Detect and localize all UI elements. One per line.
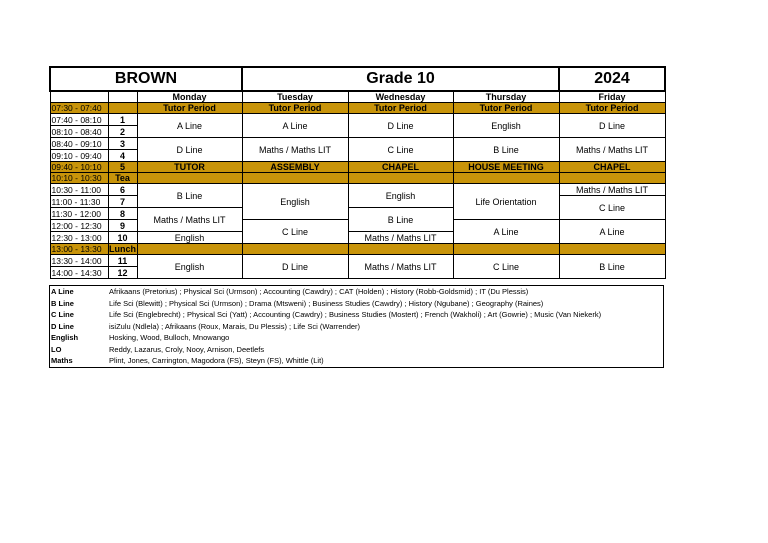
key-label: LO bbox=[51, 344, 62, 354]
timetable bbox=[49, 66, 666, 279]
key-text: Life Sci (Englebrecht) ; Physical Sci (Yatt) ; Accounting (Cawdry) ; Business Studies (Mostert) ; French (Wakholi) ; Art (Gowrie) ; Music (Van Niekerk) bbox=[109, 310, 602, 319]
time-header bbox=[50, 91, 108, 103]
key-row bbox=[50, 286, 664, 298]
lesson-cell: C Line bbox=[242, 220, 348, 244]
lesson-cell: Maths / Maths LIT bbox=[242, 138, 348, 162]
time-slot: 08:10 - 08:40 bbox=[50, 126, 108, 138]
period-header bbox=[108, 91, 137, 103]
lesson-cell: CHAPEL bbox=[348, 162, 453, 173]
lesson-cell: A Line bbox=[137, 114, 242, 138]
time-slot: 10:10 - 10:30 bbox=[50, 173, 108, 184]
grade-title: Grade 10 bbox=[242, 67, 559, 91]
key-row bbox=[50, 309, 664, 321]
lesson-cell: B Line bbox=[559, 255, 665, 279]
period-number: 4 bbox=[108, 150, 137, 162]
break-label: Tea bbox=[108, 173, 137, 184]
period-row-1 bbox=[50, 114, 665, 126]
period-number: 11 bbox=[108, 255, 137, 267]
key-row bbox=[50, 298, 664, 310]
time-slot: 09:10 - 09:40 bbox=[50, 150, 108, 162]
lesson-cell: Tutor Period bbox=[137, 103, 242, 114]
time-slot: 14:00 - 14:30 bbox=[50, 267, 108, 279]
lesson-cell bbox=[137, 173, 242, 184]
key-label: D Line bbox=[51, 321, 74, 331]
lesson-cell bbox=[348, 173, 453, 184]
period-number: 1 bbox=[108, 114, 137, 126]
period-number: 8 bbox=[108, 208, 137, 220]
class-name: BROWN bbox=[50, 67, 242, 91]
time-slot: 13:30 - 14:00 bbox=[50, 255, 108, 267]
key-label: C Line bbox=[51, 310, 74, 319]
period-number: 7 bbox=[108, 196, 137, 208]
lesson-cell: English bbox=[348, 184, 453, 208]
lesson-cell: D Line bbox=[137, 138, 242, 162]
lesson-cell: D Line bbox=[242, 255, 348, 279]
time-slot: 10:30 - 11:00 bbox=[50, 184, 108, 196]
period-number: 5 bbox=[108, 162, 137, 173]
lesson-cell: C Line bbox=[348, 138, 453, 162]
lesson-cell: Life Orientation bbox=[453, 184, 559, 220]
lesson-cell: Tutor Period bbox=[559, 103, 665, 114]
time-slot: 07:40 - 08:10 bbox=[50, 114, 108, 126]
key-text: Afrikaans (Pretorius) ; Physical Sci (Urmson) ; Accounting (Cawdry) ; CAT (Holden) ; History (Robb-Goldsmid) ; IT (Du Plessis) bbox=[109, 287, 529, 296]
time-slot: 07:30 - 07:40 bbox=[50, 103, 108, 114]
break-label: Lunch bbox=[109, 244, 136, 254]
key-label: English bbox=[51, 333, 79, 342]
period-number bbox=[108, 103, 137, 114]
key-row bbox=[50, 355, 664, 367]
lesson-cell: Tutor Period bbox=[453, 103, 559, 114]
time-slot: 12:30 - 13:00 bbox=[50, 232, 108, 244]
lunch-break-row bbox=[50, 244, 665, 255]
lesson-cell: A Line bbox=[242, 114, 348, 138]
title-row bbox=[50, 67, 665, 91]
lesson-cell: Tutor Period bbox=[348, 103, 453, 114]
period-row-6 bbox=[50, 184, 665, 196]
period-number: 12 bbox=[108, 267, 137, 279]
key-text: Reddy, Lazarus, Croly, Nooy, Arnison, Deetlefs bbox=[109, 344, 265, 354]
lesson-cell: Maths / Maths LIT bbox=[348, 232, 453, 244]
lesson-cell: Maths / Maths LIT bbox=[559, 184, 665, 196]
day-wednesday: Wednesday bbox=[348, 91, 453, 103]
time-slot: 11:00 - 11:30 bbox=[50, 196, 108, 208]
key-text: isiZulu (Ndlela) ; Afrikaans (Roux, Marais, Du Plessis) ; Life Sci (Warrender) bbox=[109, 321, 361, 331]
subject-key bbox=[49, 285, 664, 368]
key-row bbox=[50, 344, 664, 356]
key-row bbox=[50, 321, 664, 333]
lesson-cell bbox=[242, 244, 348, 255]
period-number: 9 bbox=[108, 220, 137, 232]
lesson-cell: English bbox=[137, 232, 242, 244]
lesson-cell: D Line bbox=[348, 114, 453, 138]
lesson-cell bbox=[242, 173, 348, 184]
lesson-cell: Maths / Maths LIT bbox=[137, 208, 242, 232]
lesson-cell: C Line bbox=[559, 196, 665, 220]
lesson-cell: English bbox=[453, 114, 559, 138]
key-text: Hosking, Wood, Bulloch, Mnowango bbox=[109, 333, 230, 342]
day-header-row bbox=[50, 91, 665, 103]
day-tuesday: Tuesday bbox=[242, 91, 348, 103]
lesson-cell bbox=[348, 244, 453, 255]
key-label: Maths bbox=[51, 356, 73, 365]
key-text: Life Sci (Blewitt) ; Physical Sci (Urmson) ; Drama (Mtsweni) ; Business Studies (Cawdry) ; History (Ngubane) ; Geography (Raines) bbox=[109, 298, 544, 308]
lesson-cell: CHAPEL bbox=[559, 162, 665, 173]
period-number: 6 bbox=[108, 184, 137, 196]
lesson-cell: TUTOR bbox=[137, 162, 242, 173]
period-number: 2 bbox=[108, 126, 137, 138]
period-row-5 bbox=[50, 162, 665, 173]
lesson-cell bbox=[559, 244, 665, 255]
period-row-3 bbox=[50, 138, 665, 150]
period-number: 3 bbox=[108, 138, 137, 150]
lesson-cell: HOUSE MEETING bbox=[453, 162, 559, 173]
time-slot: 13:00 - 13:30 bbox=[50, 244, 108, 255]
period-row-11 bbox=[50, 255, 665, 267]
time-slot: 09:40 - 10:10 bbox=[50, 162, 108, 173]
lesson-cell: Tutor Period bbox=[242, 103, 348, 114]
key-text: Plint, Jones, Carrington, Magodora (FS), Steyn (FS), Whittle (Lit) bbox=[109, 356, 324, 365]
lesson-cell: C Line bbox=[453, 255, 559, 279]
key-label: B Line bbox=[51, 298, 74, 308]
day-thursday: Thursday bbox=[453, 91, 559, 103]
key-label: A Line bbox=[51, 287, 74, 296]
lesson-cell: Maths / Maths LIT bbox=[559, 138, 665, 162]
lesson-cell bbox=[453, 173, 559, 184]
lesson-cell: A Line bbox=[559, 220, 665, 244]
lesson-cell bbox=[559, 173, 665, 184]
lesson-cell: D Line bbox=[559, 114, 665, 138]
lesson-cell: Maths / Maths LIT bbox=[348, 255, 453, 279]
period-number: 10 bbox=[108, 232, 137, 244]
lesson-cell: A Line bbox=[453, 220, 559, 244]
time-slot: 12:00 - 12:30 bbox=[50, 220, 108, 232]
key-row bbox=[50, 332, 664, 344]
day-friday: Friday bbox=[559, 91, 665, 103]
lesson-cell: English bbox=[137, 255, 242, 279]
lesson-cell bbox=[453, 244, 559, 255]
year-title: 2024 bbox=[559, 67, 665, 91]
lesson-cell bbox=[137, 244, 242, 255]
time-slot: 11:30 - 12:00 bbox=[50, 208, 108, 220]
lesson-cell: B Line bbox=[453, 138, 559, 162]
lesson-cell: ASSEMBLY bbox=[242, 162, 348, 173]
tutor-period-row bbox=[50, 103, 665, 114]
time-slot: 08:40 - 09:10 bbox=[50, 138, 108, 150]
lesson-cell: English bbox=[242, 184, 348, 220]
lesson-cell: B Line bbox=[137, 184, 242, 208]
tea-break-row bbox=[50, 173, 665, 184]
lesson-cell: B Line bbox=[348, 208, 453, 232]
day-monday: Monday bbox=[137, 91, 242, 103]
timetable-sheet bbox=[49, 66, 664, 368]
